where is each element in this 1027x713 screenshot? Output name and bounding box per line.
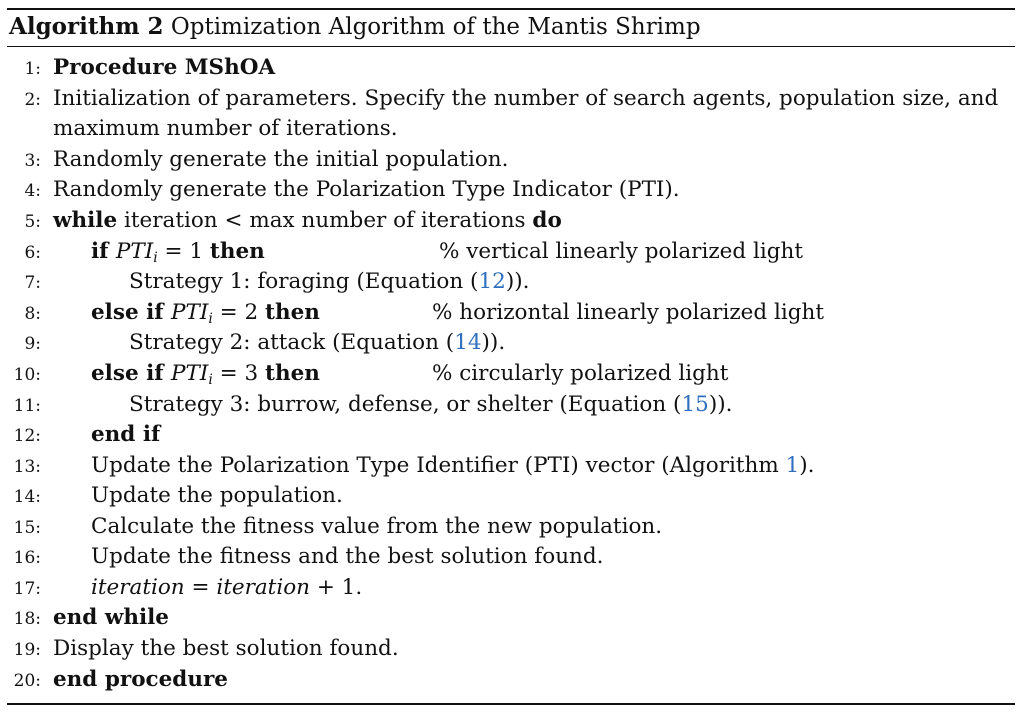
text-fragment: = 1 <box>157 239 210 264</box>
algorithm-line <box>0 481 1020 511</box>
equation-reference-link[interactable]: 15 <box>681 392 709 417</box>
algorithm-line <box>0 573 1020 603</box>
line-text <box>53 84 998 114</box>
keyword: end if <box>91 422 161 447</box>
equation-reference-link[interactable]: 1 <box>785 453 800 478</box>
keyword: while <box>53 208 118 233</box>
text-fragment: ). <box>799 453 815 478</box>
line-number: 4: <box>24 181 41 201</box>
line-text <box>91 481 343 511</box>
line-text <box>91 420 160 450</box>
text-fragment: iteration < max number of iterations <box>117 208 533 233</box>
subscript: i <box>153 250 158 266</box>
keyword: else if <box>91 300 172 325</box>
text-fragment: Calculate the fitness value from the new population. <box>91 514 663 539</box>
subscript: i <box>208 311 213 327</box>
line-text <box>53 175 680 205</box>
algorithm-line <box>0 84 1020 114</box>
keyword: end while <box>53 605 169 630</box>
caption-title: Optimization Algorithm of the Mantis Shrimp <box>170 14 701 40</box>
algorithm-line <box>0 175 1020 205</box>
line-number: 16: <box>13 548 41 568</box>
text-fragment: Display the best solution found. <box>53 636 399 661</box>
line-text <box>129 328 505 358</box>
keyword: else if <box>91 361 172 386</box>
keyword: if <box>91 239 116 264</box>
keyword: do <box>532 208 562 233</box>
line-text <box>53 145 509 175</box>
algorithm-line <box>0 603 1020 633</box>
line-number: 8: <box>24 304 41 324</box>
algorithm-line <box>0 512 1020 542</box>
line-number: 9: <box>24 334 41 354</box>
line-text <box>91 237 265 267</box>
text-fragment: Randomly generate the initial population. <box>53 147 509 172</box>
text-fragment: Update the Polarization Type Identifier (PTI) vector (Algorithm <box>91 453 786 478</box>
top-rule <box>7 8 1015 10</box>
algorithm-line <box>0 328 1020 358</box>
line-text <box>53 603 169 633</box>
algorithm-line <box>0 634 1020 664</box>
algorithm-line <box>0 542 1020 572</box>
line-text <box>91 298 320 328</box>
line-number: 11: <box>13 396 41 416</box>
subscript: i <box>208 372 213 388</box>
line-text <box>129 390 732 420</box>
line-comment: % circularly polarized light <box>432 361 729 386</box>
text-fragment: + 1. <box>310 575 363 600</box>
keyword: then <box>265 300 320 325</box>
line-comment: % vertical linearly polarized light <box>439 239 803 264</box>
line-number: 15: <box>13 518 41 538</box>
line-text <box>53 206 562 236</box>
line-number: 10: <box>13 365 41 385</box>
keyword: then <box>209 239 265 264</box>
line-number: 1: <box>24 59 41 79</box>
algorithm-line <box>0 237 1020 267</box>
keyword: then <box>265 361 320 386</box>
text-fragment: )). <box>481 330 506 355</box>
algorithm-line <box>0 420 1020 450</box>
caption-rule <box>7 46 1015 47</box>
algorithm-caption <box>9 11 701 43</box>
line-number: 14: <box>13 487 41 507</box>
line-text <box>53 665 228 695</box>
algorithm-line <box>0 359 1020 389</box>
keyword: end procedure <box>53 667 228 692</box>
line-text <box>91 359 320 389</box>
algorithm-line <box>0 298 1020 328</box>
line-text <box>91 573 362 603</box>
equation-reference-link[interactable]: 14 <box>454 330 482 355</box>
text-fragment: Randomly generate the Polarization Type Indicator (PTI). <box>53 177 680 202</box>
line-number: 20: <box>13 671 41 691</box>
line-number: 13: <box>13 457 41 477</box>
text-fragment: Update the population. <box>91 483 343 508</box>
text-fragment: = 2 <box>212 300 266 325</box>
math-variable: iteration <box>216 575 310 600</box>
line-number: 12: <box>13 426 41 446</box>
line-number: 6: <box>24 243 41 263</box>
text-fragment: = <box>184 575 217 600</box>
line-continuation: maximum number of iterations. <box>53 116 398 141</box>
line-number: 3: <box>24 151 41 171</box>
line-number: 2: <box>24 90 41 110</box>
line-text <box>53 53 275 83</box>
text-fragment: Strategy 3: burrow, defense, or shelter (Equation ( <box>129 392 682 417</box>
line-number: 19: <box>13 640 41 660</box>
algorithm-line <box>0 390 1020 420</box>
bottom-rule <box>7 703 1015 705</box>
text-fragment: Strategy 2: attack (Equation ( <box>129 330 455 355</box>
line-comment: % horizontal linearly polarized light <box>432 300 824 325</box>
line-text <box>91 542 604 572</box>
line-number: 7: <box>24 273 41 293</box>
line-text <box>91 451 815 481</box>
caption-label: Algorithm 2 <box>9 13 164 40</box>
text-fragment: = 3 <box>212 361 266 386</box>
math-variable: PTI <box>171 361 209 386</box>
text-fragment: )). <box>708 392 733 417</box>
algorithm-line <box>0 53 1020 83</box>
line-number: 18: <box>13 609 41 629</box>
line-number: 17: <box>13 579 41 599</box>
algorithm-line <box>0 267 1020 297</box>
algorithm-line <box>0 665 1020 695</box>
keyword: Procedure MShOA <box>53 55 276 80</box>
math-variable: PTI <box>115 239 154 264</box>
text-fragment: Strategy 1: foraging (Equation ( <box>129 269 479 294</box>
math-variable: PTI <box>171 300 209 325</box>
algorithm-line <box>0 451 1020 481</box>
equation-reference-link[interactable]: 12 <box>478 269 506 294</box>
line-text <box>129 267 529 297</box>
algorithm-line <box>0 206 1020 236</box>
algorithm-line <box>0 145 1020 175</box>
line-number: 5: <box>24 212 41 232</box>
line-text <box>91 512 662 542</box>
text-fragment: Update the fitness and the best solution found. <box>91 544 604 569</box>
text-fragment: )). <box>505 269 530 294</box>
text-fragment: Initialization of parameters. Specify the number of search agents, population size, and <box>53 86 999 111</box>
math-variable: iteration <box>91 575 185 600</box>
line-text <box>53 634 399 664</box>
